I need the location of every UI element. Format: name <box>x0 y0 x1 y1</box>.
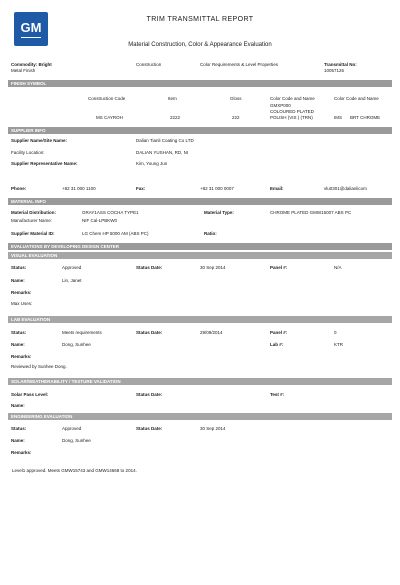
finish-symbol-band: FINISH SYMBOL <box>8 80 392 87</box>
footer-note: Level1 approved. Meets GMW15743 and GMW14668 to 2014. <box>12 468 137 473</box>
visual-remarks-label: Remarks: <box>11 290 32 295</box>
item-value: 2222 <box>170 115 181 120</box>
visual-panel-value: N/A <box>334 265 342 270</box>
material-dist-label: Material Distribution: <box>11 210 57 215</box>
lab-name-label: Name: <box>11 342 25 347</box>
visual-name-label: Name: <box>11 278 25 283</box>
lab-status-value: Meets requirements <box>62 330 102 335</box>
visual-status-value: Approved <box>62 265 82 270</box>
email-value: vlu0301@dalianlicom <box>324 186 367 191</box>
gm-logo-underline <box>21 37 41 38</box>
manufacturer-label: Manufacturer Name: <box>11 218 53 223</box>
metal-finish-label: Metal Finish <box>11 68 36 73</box>
visual-date-label: Status Date: <box>136 265 163 270</box>
transmittal-label: Transmittal No: <box>324 62 357 67</box>
color-code-heading-2: Color Code and Name <box>334 96 379 101</box>
lab-number-value: KTR <box>334 342 343 347</box>
supplier-name-label: Supplier Name/Site Name: <box>11 138 68 143</box>
color2-name: BRT CHROME <box>350 115 381 120</box>
solar-test-label: Test #: <box>270 392 285 397</box>
color-requirements-heading: Color Requirements & Level Properties <box>200 62 279 67</box>
evaluations-band: EVALUATIONS BY DEVELOPING DESIGN CENTER <box>8 243 392 250</box>
final-name-value: Dong, Sunhee <box>62 438 91 443</box>
color-code-b: COLOURED PLATED <box>270 109 314 114</box>
supplier-info-band: SUPPLIER INFO <box>8 127 392 134</box>
solar-date-label: Status Date: <box>136 392 163 397</box>
color-code-heading: Color Code and Name <box>270 96 315 101</box>
supplier-material-value: LG Chem HP 5000 AM (ABS PC) <box>82 231 149 236</box>
lab-status-label: Status: <box>11 330 27 335</box>
material-dist-value: GRAY1ASS COCHA TYPE1 <box>82 210 139 215</box>
material-info-band: MATERIAL INFO <box>8 198 392 205</box>
report-subtitle: Material Construction, Color & Appearance Evaluation <box>128 42 272 48</box>
construction-heading: Construction <box>136 62 162 67</box>
gloss-value: 222 <box>232 115 240 120</box>
visual-date-value: 30 Sep 2014 <box>200 265 226 270</box>
color2-code: IMS <box>334 115 343 120</box>
fax-label: Fax: <box>136 186 146 191</box>
gloss-heading: Gloss <box>230 96 242 101</box>
supplier-material-label: Supplier Material ID: <box>11 231 55 236</box>
gm-logo-text: GM <box>20 19 42 35</box>
transmittal-number: 10057126 <box>324 68 345 73</box>
visual-max-label: Max Uses: <box>11 301 33 306</box>
lab-date-value: 29/09/2014 <box>200 330 223 335</box>
lab-number-label: Lab #: <box>270 342 284 347</box>
email-label: Email: <box>270 186 284 191</box>
visual-name-value: Lin, Janet <box>62 278 82 283</box>
ratio-label: Ratio: <box>204 231 217 236</box>
lab-reviewed-text: Reviewed by Sunhee Dong. <box>11 364 67 369</box>
material-type-value: CHROME PLATED GMW15007 ABS PC <box>270 210 352 215</box>
phone-label: Phone: <box>11 186 27 191</box>
phone-value: +82 31 000 1100 <box>62 186 96 191</box>
solar-validation-band: SOLAR/WEATHERABILITY / TEXTURE VALIDATION <box>8 378 392 385</box>
supplier-name-value: Dalian Tianli Coating Co LTD <box>136 138 194 143</box>
facility-location-label: Facility Location: <box>11 150 45 155</box>
lab-panel-label: Panel #: <box>270 330 288 335</box>
visual-status-label: Status: <box>11 265 27 270</box>
engineering-evaluation-band: ENGINEERING EVALUATION <box>8 413 392 420</box>
item-heading: Item <box>168 96 177 101</box>
report-title: TRIM TRANSMITTAL REPORT <box>146 16 254 23</box>
supplier-rep-label: Supplier Representative Name: <box>11 161 78 166</box>
final-date-value: 30 Sep 2014 <box>200 426 226 431</box>
visual-panel-label: Panel #: <box>270 265 288 270</box>
lab-remarks-label: Remarks: <box>11 354 32 359</box>
final-status-value: Approved <box>62 426 82 431</box>
final-name-label: Name: <box>11 438 25 443</box>
material-type-label: Material Type: <box>204 210 234 215</box>
lab-evaluation-band: LAB EVALUATION <box>8 316 392 323</box>
color-code-a: GMXP000 <box>270 103 291 108</box>
lab-date-label: Status Date: <box>136 330 163 335</box>
supplier-rep-value: Kim, Young Jun <box>136 161 168 166</box>
color-code-c: POLISH (VIS ) (TRN) <box>270 115 313 120</box>
visual-evaluation-band: VISUAL EVALUATION <box>8 252 392 259</box>
manufacturer-value: NIF Cal-LPBKW0 <box>82 218 118 223</box>
construction-code-heading: Construction Code <box>88 96 126 101</box>
final-status-label: Status: <box>11 426 27 431</box>
final-date-label: Status Date: <box>136 426 163 431</box>
solar-name-label: Name: <box>11 403 25 408</box>
report-page <box>8 0 392 585</box>
lab-name-value: Dong, Sunhee <box>62 342 91 347</box>
construction-code-value: MS CAYROH <box>96 115 123 120</box>
final-remarks-label: Remarks: <box>11 450 32 455</box>
facility-location-value: DALIAN YUSHAN, RD, NI <box>136 150 189 155</box>
fax-value: +82 31 000 0007 <box>200 186 234 191</box>
commodity-label: Commodity: Bright <box>11 62 52 67</box>
solar-level-label: Solar Pass Level: <box>11 392 49 397</box>
lab-panel-value: 0 <box>334 330 337 335</box>
